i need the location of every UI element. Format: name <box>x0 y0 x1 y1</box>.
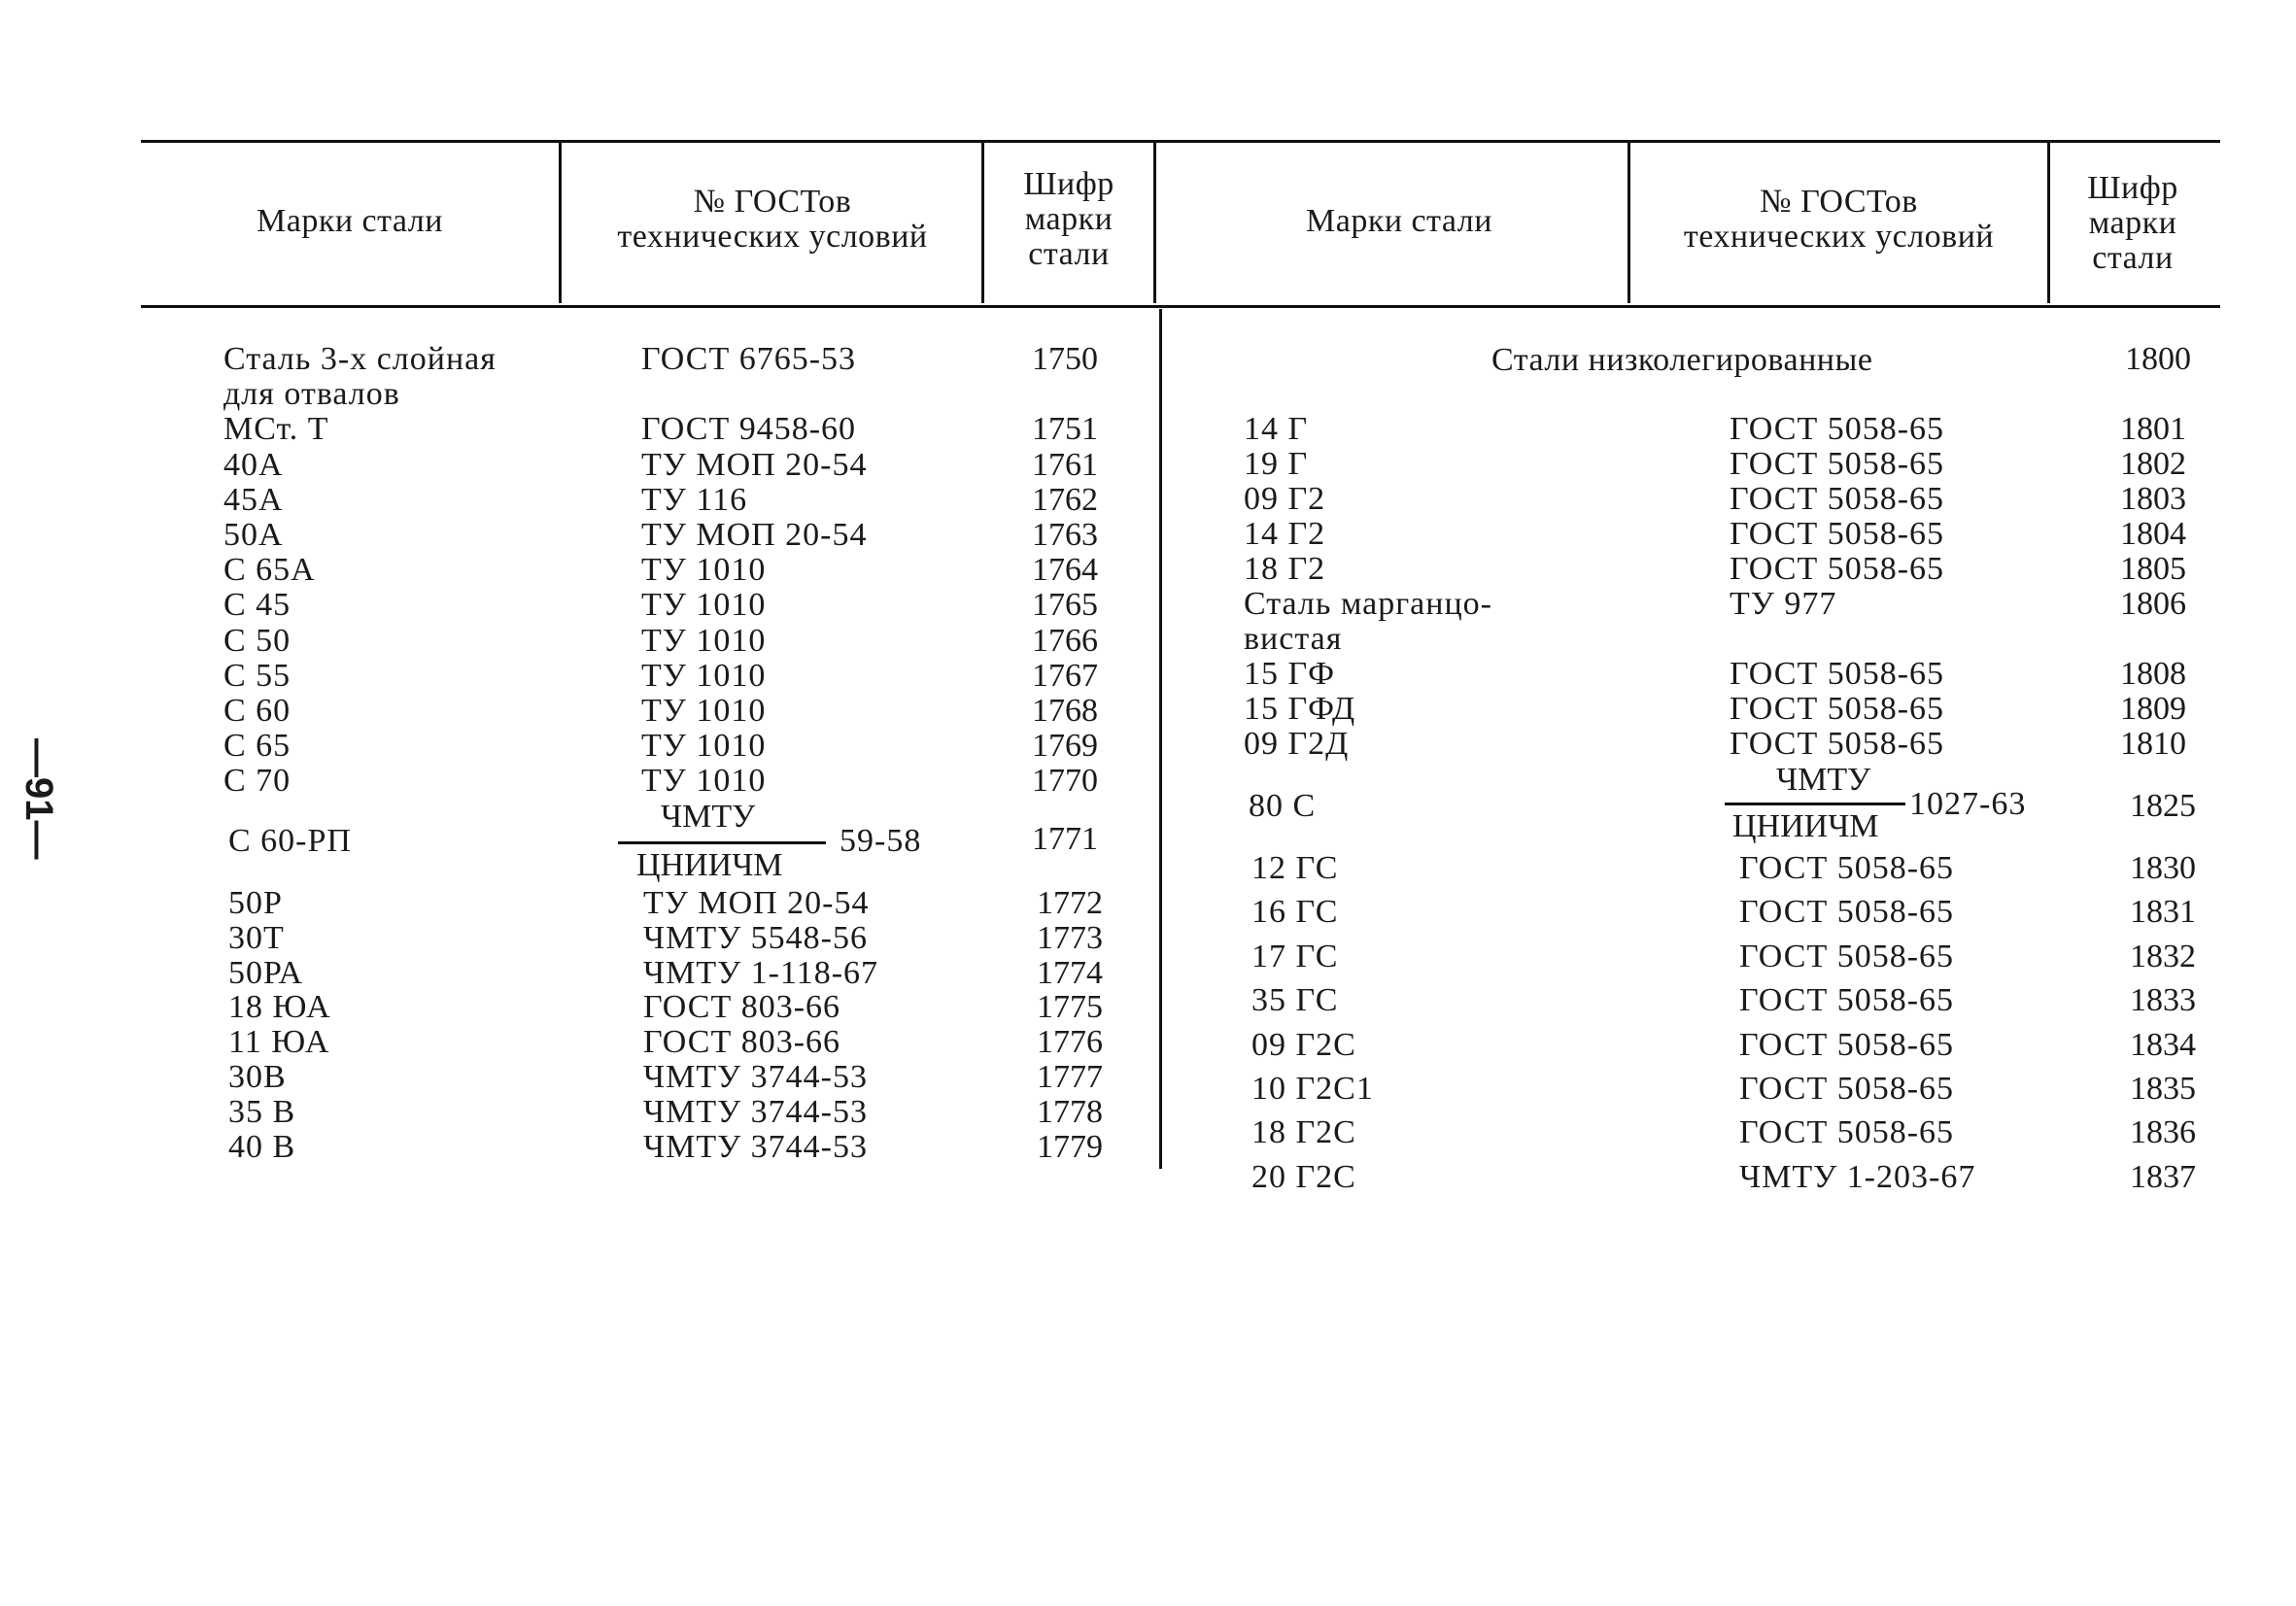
row-code: 1835 <box>2130 1071 2196 1107</box>
row-gost: ГОСТ 5058-65 <box>1739 894 1955 931</box>
row-grade: 14 Г2 <box>1244 516 1326 552</box>
row-gost: ГОСТ 5058-65 <box>1730 726 1945 762</box>
row-grade: 35 В <box>228 1093 296 1130</box>
row-gost: ГОСТ 5058-65 <box>1739 850 1955 886</box>
row-grade: 09 Г2 <box>1244 481 1326 517</box>
row-code: 1751 <box>1032 411 1098 448</box>
header-grades-right <box>1185 204 1613 239</box>
header-code-right <box>2055 171 2210 276</box>
row-code: 1809 <box>2120 691 2186 727</box>
fraction-bar <box>1725 803 1905 805</box>
fraction-bar <box>618 841 826 844</box>
row-gost: ГОСТ 6765-53 <box>641 341 857 377</box>
header-grades-text: Марки стали <box>1306 203 1492 239</box>
row-gost: ГОСТ 5058-65 <box>1739 1114 1955 1151</box>
row-code: 1806 <box>2120 586 2186 622</box>
header-divider <box>559 143 562 303</box>
row-grade: 15 ГФ <box>1244 656 1336 692</box>
row-grade: 11 ЮА <box>228 1024 330 1061</box>
row-gost: ГОСТ 5058-65 <box>1730 446 1945 482</box>
fraction-row-code: 1771 <box>1032 821 1098 857</box>
row-code: 1770 <box>1032 763 1098 800</box>
row-grade: 14 Г <box>1244 411 1309 447</box>
header-divider <box>1153 143 1156 303</box>
header-code-line: стали <box>2092 240 2174 276</box>
header-code-line: Шифр <box>2087 170 2178 206</box>
row-code: 1769 <box>1032 728 1098 765</box>
row-gost: ТУ МОП 20-54 <box>641 517 868 553</box>
row-grade: С 65 <box>223 728 291 765</box>
row-code: 1803 <box>2120 481 2186 517</box>
fraction-denominator: ЦНИИЧМ <box>1732 808 1879 844</box>
row-gost: ЧМТУ 3744-53 <box>643 1093 868 1130</box>
row-gost: ТУ 1010 <box>641 587 767 624</box>
row-gost: ТУ 1010 <box>641 622 767 659</box>
row-code: 1830 <box>2130 850 2196 886</box>
row-grade: 30В <box>228 1059 287 1095</box>
row-grade: 50Р <box>228 885 283 921</box>
row-gost: ТУ 1010 <box>641 693 767 729</box>
row-gost: ЧМТУ 1-118-67 <box>643 954 879 991</box>
row-grade: С 70 <box>223 763 291 800</box>
row-grade: 18 ЮА <box>228 989 331 1026</box>
row-gost: ГОСТ 5058-65 <box>1730 691 1945 727</box>
header-code-left <box>991 167 1147 272</box>
fraction-suffix: 1027-63 <box>1909 786 2027 822</box>
row-grade: 20 Г2С <box>1251 1158 1356 1195</box>
row-grade: 18 Г2 <box>1244 551 1326 587</box>
header-gost-line: № ГОСТов <box>1760 184 1918 220</box>
row-gost: ТУ 1010 <box>641 763 767 800</box>
row-grade: 45А <box>223 481 284 518</box>
row-grade: 09 Г2Д <box>1244 726 1350 762</box>
row-grade: МСт. Т <box>223 411 329 448</box>
fraction-row-grade: С 60-РП <box>228 823 352 859</box>
row-gost: ЧМТУ 5548-56 <box>643 919 868 956</box>
row-code: 1750 <box>1032 341 1098 377</box>
row-grade: для отвалов <box>223 376 400 413</box>
row-code: 1810 <box>2120 726 2186 762</box>
row-code: 1776 <box>1037 1024 1103 1061</box>
fraction-numerator: ЧМТУ <box>1776 762 1871 798</box>
row-grade: С 45 <box>223 587 291 624</box>
row-code: 1767 <box>1032 657 1098 694</box>
row-gost: ГОСТ 5058-65 <box>1730 481 1945 517</box>
row-gost: ГОСТ 803-66 <box>643 1024 841 1061</box>
row-code: 1765 <box>1032 587 1098 624</box>
row-code: 1833 <box>2130 982 2196 1019</box>
row-code: 1779 <box>1037 1128 1103 1165</box>
row-code: 1775 <box>1037 989 1103 1026</box>
body-center-divider <box>1159 309 1162 1169</box>
row-code: 1802 <box>2120 446 2186 482</box>
page-number: —91— <box>17 738 60 860</box>
table-top-rule <box>141 140 2220 143</box>
row-grade: 16 ГС <box>1251 894 1339 931</box>
row-gost: ЧМТУ 1-203-67 <box>1739 1158 1976 1195</box>
fraction-row-grade: 80 С <box>1249 788 1317 824</box>
header-code-line: Шифр <box>1023 166 1114 202</box>
row-gost: ЧМТУ 3744-53 <box>643 1059 868 1095</box>
header-gost-left <box>573 185 972 255</box>
row-code: 1836 <box>2130 1114 2196 1151</box>
header-code-line: марки <box>1024 201 1114 237</box>
row-code: 1831 <box>2130 894 2196 931</box>
row-code: 1808 <box>2120 656 2186 692</box>
row-grade: С 55 <box>223 657 291 694</box>
row-grade: С 50 <box>223 622 291 659</box>
row-grade: 18 Г2С <box>1251 1114 1356 1151</box>
row-grade: 12 ГС <box>1251 850 1339 886</box>
row-code: 1774 <box>1037 954 1103 991</box>
row-code: 1764 <box>1032 552 1098 589</box>
row-gost: ГОСТ 5058-65 <box>1739 1071 1955 1107</box>
header-code-line: стали <box>1028 236 1110 272</box>
row-gost: ТУ МОП 20-54 <box>643 885 870 921</box>
row-code: 1766 <box>1032 622 1098 659</box>
row-gost: ГОСТ 5058-65 <box>1739 938 1955 974</box>
row-gost: ЧМТУ 3744-53 <box>643 1128 868 1165</box>
header-gost-right <box>1642 185 2036 255</box>
row-grade: 35 ГС <box>1251 982 1339 1019</box>
row-code: 1834 <box>2130 1026 2196 1063</box>
row-grade: 17 ГС <box>1251 938 1339 974</box>
row-gost: ГОСТ 803-66 <box>643 989 841 1026</box>
row-code: 1768 <box>1032 693 1098 729</box>
row-code: 1832 <box>2130 938 2196 974</box>
section-title: Стали низколегированные <box>1491 342 1873 378</box>
header-divider <box>981 143 984 303</box>
header-grades-text: Марки стали <box>257 203 443 239</box>
header-bottom-rule <box>141 305 2220 308</box>
row-grade: С 65А <box>223 552 316 589</box>
fraction-denominator: ЦНИИЧМ <box>636 847 783 883</box>
row-code: 1761 <box>1032 446 1098 483</box>
row-grade: вистая <box>1244 621 1343 657</box>
row-code: 1837 <box>2130 1158 2196 1195</box>
header-code-line: марки <box>2088 205 2177 241</box>
row-code: 1777 <box>1037 1059 1103 1095</box>
row-grade: 30Т <box>228 919 285 956</box>
row-grade: 50А <box>223 517 284 553</box>
section-code: 1800 <box>2125 341 2191 377</box>
row-grade: Сталь 3-х слойная <box>223 341 497 377</box>
fraction-numerator: ЧМТУ <box>661 799 756 835</box>
fraction-suffix: 59-58 <box>840 823 922 859</box>
row-code: 1763 <box>1032 517 1098 553</box>
row-gost: ГОСТ 5058-65 <box>1739 1026 1955 1063</box>
row-grade: 50РА <box>228 954 304 991</box>
header-grades-left <box>155 204 544 239</box>
row-gost: ГОСТ 5058-65 <box>1730 551 1945 587</box>
header-divider <box>1628 143 1630 303</box>
header-gost-line: № ГОСТов <box>693 184 852 220</box>
fraction-row-code: 1825 <box>2130 788 2196 824</box>
row-code: 1804 <box>2120 516 2186 552</box>
row-code: 1762 <box>1032 481 1098 518</box>
row-gost: ГОСТ 5058-65 <box>1730 656 1945 692</box>
row-gost: ТУ 1010 <box>641 657 767 694</box>
header-gost-line: технических условий <box>1683 219 1995 255</box>
row-gost: ГОСТ 5058-65 <box>1739 982 1955 1019</box>
header-gost-line: технических условий <box>617 219 928 255</box>
row-grade: 40А <box>223 446 284 483</box>
row-code: 1772 <box>1037 885 1103 921</box>
row-gost: ГОСТ 5058-65 <box>1730 516 1945 552</box>
row-grade: Сталь марганцо- <box>1244 586 1492 622</box>
row-gost: ТУ МОП 20-54 <box>641 446 868 483</box>
row-gost: ГОСТ 9458-60 <box>641 411 857 448</box>
row-grade: С 60 <box>223 693 291 729</box>
row-grade: 15 ГФД <box>1244 691 1356 727</box>
header-divider <box>2047 143 2050 303</box>
row-gost: ТУ 1010 <box>641 552 767 589</box>
row-grade: 10 Г2С1 <box>1251 1071 1374 1107</box>
row-grade: 19 Г <box>1244 446 1309 482</box>
row-grade: 40 В <box>228 1128 296 1165</box>
row-gost: ГОСТ 5058-65 <box>1730 411 1945 447</box>
row-gost: ТУ 977 <box>1730 586 1837 622</box>
row-code: 1773 <box>1037 919 1103 956</box>
row-code: 1801 <box>2120 411 2186 447</box>
row-code: 1778 <box>1037 1093 1103 1130</box>
row-gost: ТУ 116 <box>641 481 748 518</box>
row-code: 1805 <box>2120 551 2186 587</box>
row-grade: 09 Г2С <box>1251 1026 1356 1063</box>
row-gost: ТУ 1010 <box>641 728 767 765</box>
